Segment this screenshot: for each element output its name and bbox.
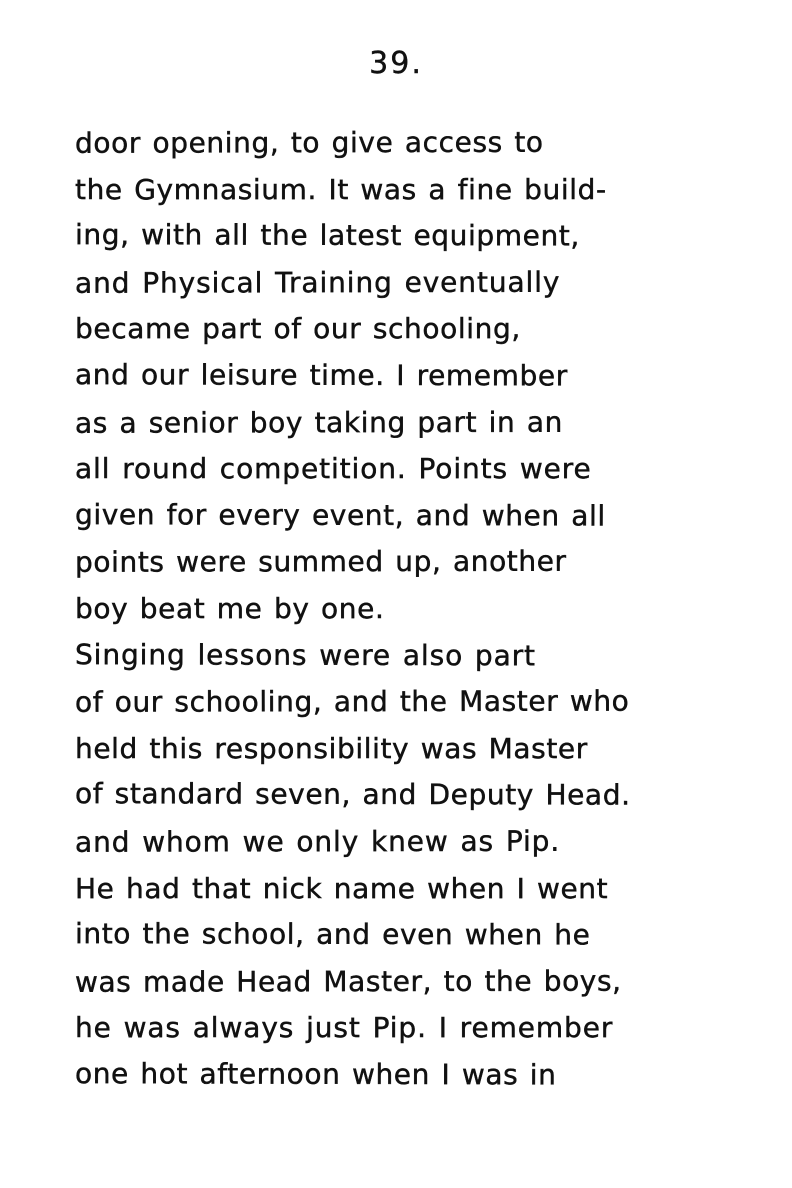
text-line: He had that nick name when I went [75, 871, 609, 905]
text-line: into the school, and even when he [74, 917, 591, 952]
text-line: held this responsibility was Master [75, 731, 588, 765]
text-line: ing, with all the latest equipment, [74, 218, 580, 253]
text-line: and our leisure time. I remember [74, 358, 568, 393]
text-line: became part of our schooling, [75, 312, 521, 346]
text-line: was made Head Master, to the boys, [74, 964, 622, 999]
text-line: he was always just Pip. I remember [75, 1011, 614, 1045]
text-line: and whom we only knew as Pip. [74, 824, 561, 859]
text-line: of our schooling, and the Master who [74, 684, 630, 719]
text-line: Singing lessons were also part [74, 637, 536, 672]
text-line: the Gymnasium. It was a fine build- [75, 172, 607, 206]
text-line: boy beat me by one. [75, 591, 385, 625]
text-line: and Physical Training eventually [74, 265, 561, 300]
text-line: all round competition. Points were [75, 452, 592, 486]
text-line: of standard seven, and Deputy Head. [74, 777, 631, 812]
text-line: as a senior boy taking part in an [74, 405, 564, 440]
text-line: given for every event, and when all [74, 497, 606, 533]
text-line: door opening, to give access to [74, 125, 544, 160]
text-line: points were summed up, another [74, 545, 567, 580]
handwritten-text-block [75, 120, 740, 1098]
page-number: 39. [369, 46, 423, 81]
text-line: one hot afternoon when I was in [74, 1057, 557, 1092]
